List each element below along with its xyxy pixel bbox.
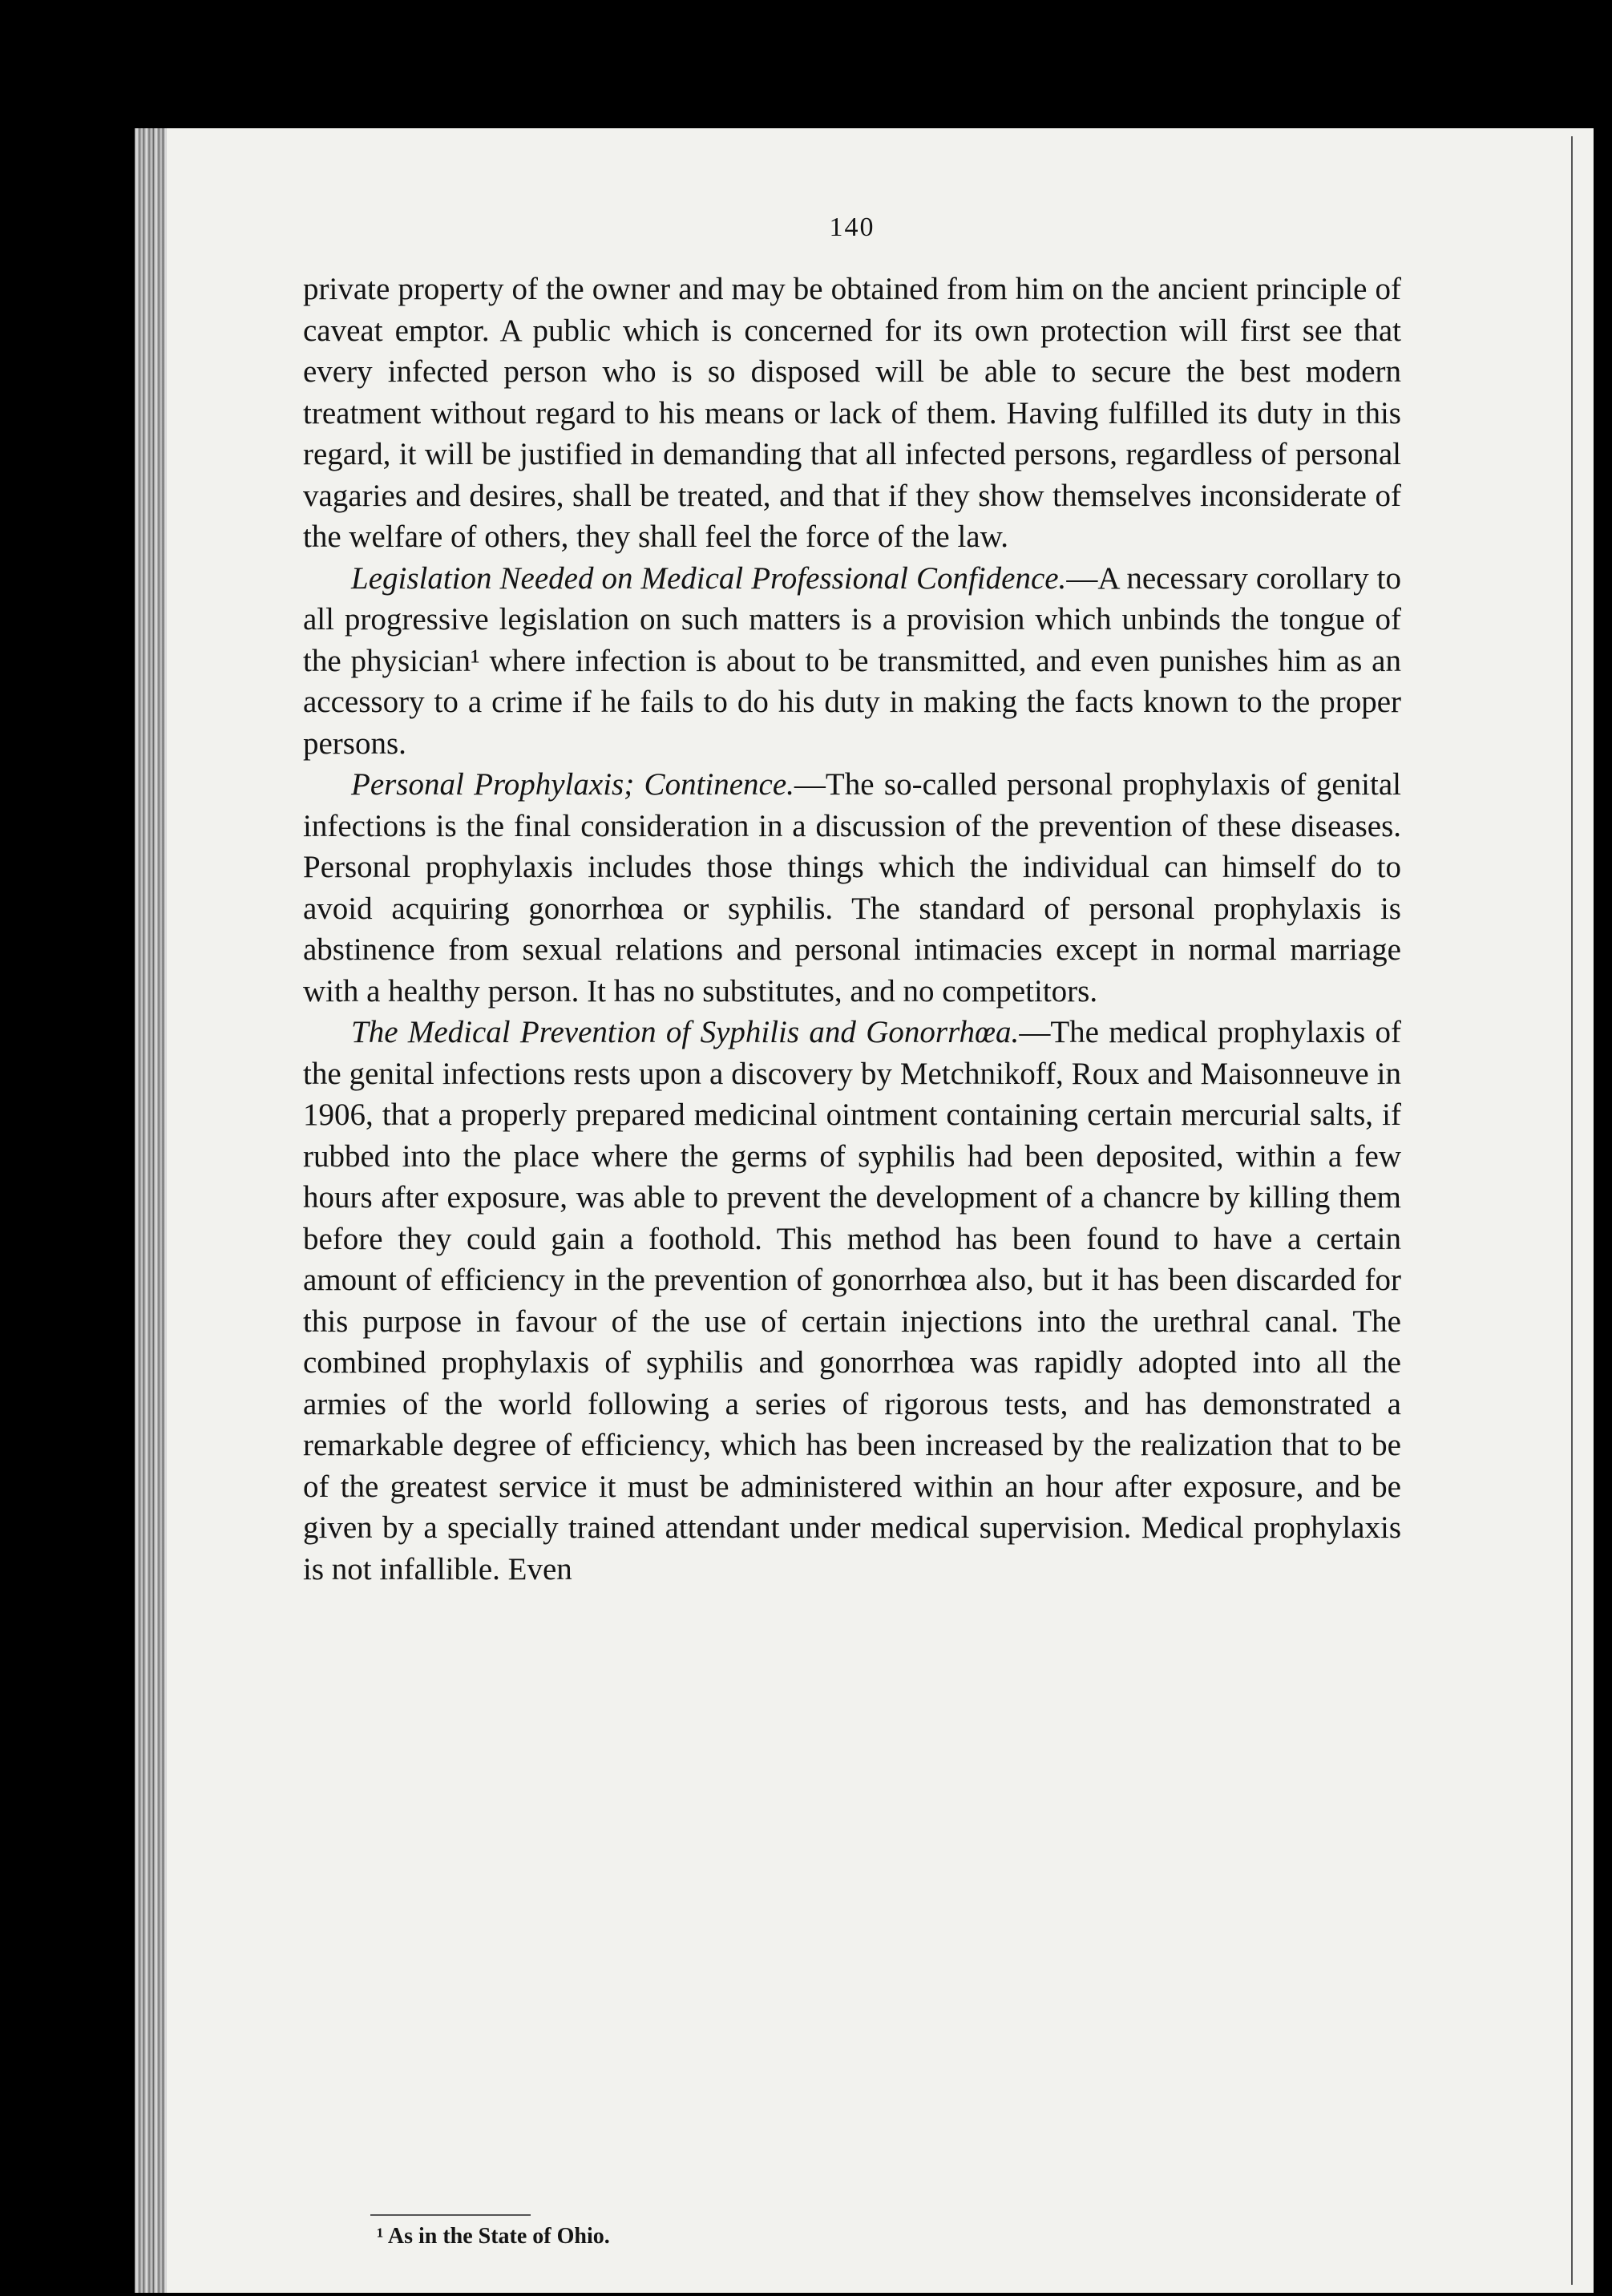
paragraph xyxy=(303,558,1401,765)
section-heading: Legislation Needed on Medical Professional Confidence. xyxy=(351,560,1067,596)
footnote: ¹ As in the State of Ohio. xyxy=(377,2224,610,2249)
paragraph-text: —A necessary corollary to all progressive legislation on such matters is a provision which unbinds the tongue of the physician¹ where infection is about to be transmitted, and even punishes him as an accessory to a crime if he fails to do his duty in making the facts known to the proper persons. xyxy=(303,560,1401,761)
paragraph-text: —The so-called personal prophylaxis of genital infections is the final consideration in a discussion of the prevention of these diseases. Personal prophylaxis includes those things which the individual can himself do to avoid acquiring gonorrhœa or syphilis. The standard of personal prophylaxis is abstinence from sexual relations and personal intimacies except in normal marriage with a healthy person. It has no substitutes, and no competitors. xyxy=(303,767,1401,1009)
paragraph xyxy=(303,1012,1401,1590)
page-body xyxy=(303,212,1401,1590)
paragraph xyxy=(303,269,1401,558)
section-heading: The Medical Prevention of Syphilis and Gonorrhœa. xyxy=(351,1015,1020,1049)
page-number: 140 xyxy=(829,212,875,242)
paragraph-text: private property of the owner and may be obtained from him on the ancient principle of caveat emptor. A public which is concerned for its own protection will first see that every infected person who is so disposed will be able to secure the best modern treatment without regard to his means or lack of them. Having fulfilled its duty in this regard, it will be justified in demanding that all infected persons, regardless of personal vagaries and desires, shall be treated, and that if they show themselves inconsiderate of the welfare of others, they shall feel the force of the law. xyxy=(303,272,1401,554)
paragraph xyxy=(303,764,1401,1012)
page-binding-edge xyxy=(135,128,167,2293)
section-heading: Personal Prophylaxis; Continence. xyxy=(351,767,794,802)
page-right-edge xyxy=(1571,136,1573,2285)
footnote-rule xyxy=(370,2214,531,2216)
paragraph-text: —The medical prophylaxis of the genital infections rests upon a discovery by Metchnikoff, Roux and Maisonneuve in 1906, that a properly prepared medicinal ointment containing certain mercurial salts, if rubbed into the place where the germs of syphilis had been deposited, within a few hours after exposure, was able to prevent the development of a chancre by killing them before they could gain a foothold. This method has been found to have a certain amount of efficiency in the prevention of gonorrhœa also, but it has been discarded for this purpose in favour of the use of certain injections into the urethral canal. The combined prophylaxis of syphilis and gonorrhœa was rapidly adopted into all the armies of the world following a series of rigorous tests, and has demonstrated a remarkable degree of efficiency, which has been increased by the realization that to be of the greatest service it must be administered within an hour after exposure, and be given by a specially trained attendant under medical supervision. Medical prophylaxis is not infallible. Even xyxy=(303,1015,1401,1587)
